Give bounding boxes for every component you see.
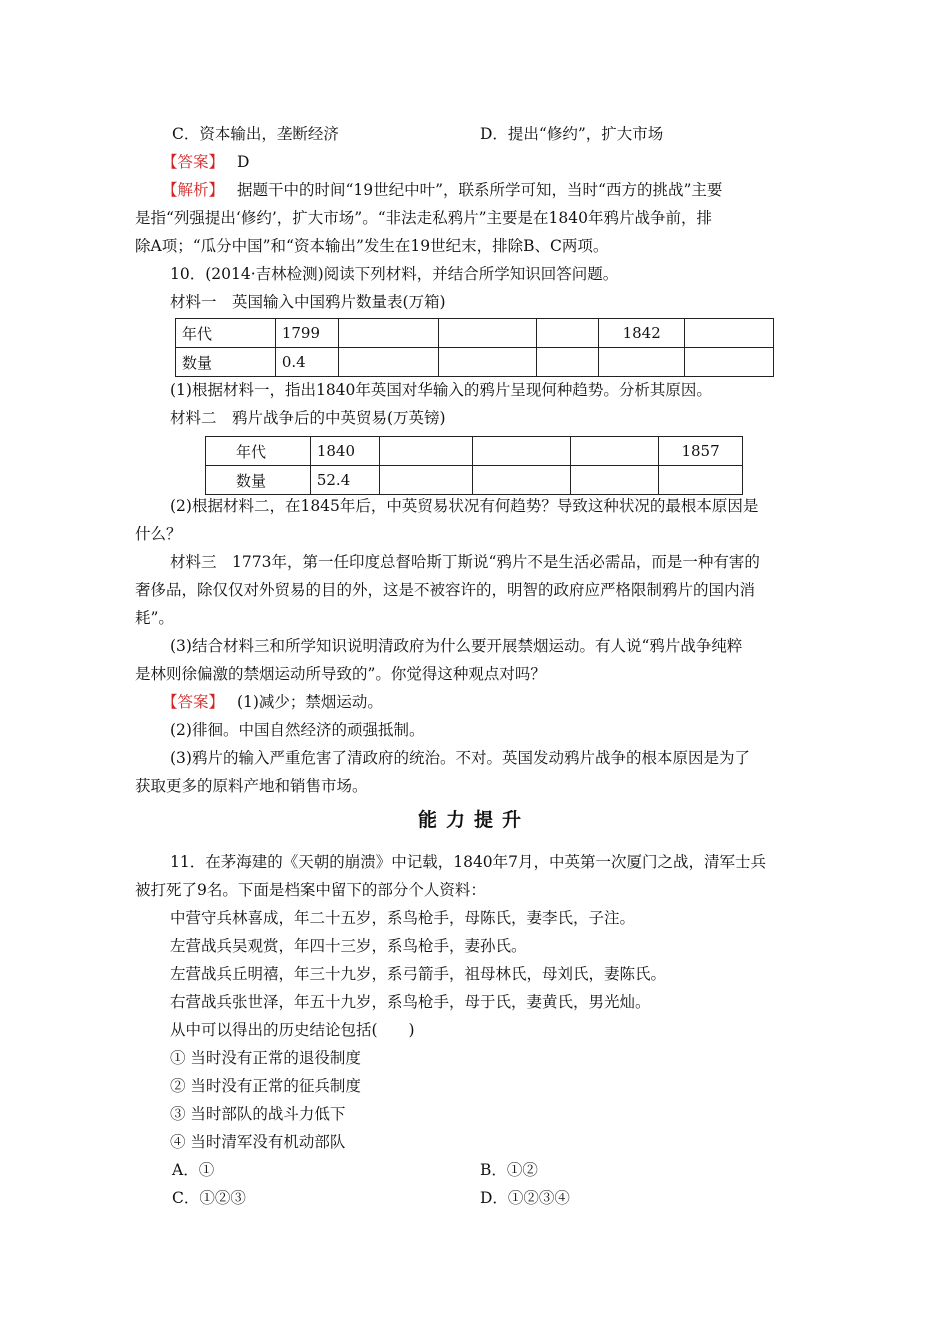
table-cell: 1857: [659, 437, 743, 466]
q11-item-3: ③ 当时部队的战斗力低下: [170, 1105, 346, 1123]
table-cell: [438, 319, 537, 348]
table-cell: 数量: [206, 466, 311, 495]
table-cell: 0.4: [275, 348, 338, 377]
q10-answer-line-1: [162, 692, 383, 712]
table-row: [176, 348, 774, 377]
q10-answer-line-3: (3)鸦片的输入严重危害了清政府的统治。不对。英国发动鸦片战争的根本原因是为了: [170, 749, 750, 767]
answer-tag: 【答案】: [162, 153, 225, 171]
q11-option-c: C．①②③: [172, 1189, 246, 1207]
answer-value: D: [236, 153, 250, 171]
table-cell: [472, 437, 571, 466]
table-row: [176, 319, 774, 348]
q9-option-c: C．资本输出，垄断经济: [172, 125, 339, 143]
q10-answer-line-2: (2)徘徊。中国自然经济的顽强抵制。: [170, 721, 425, 739]
table-cell: 1799: [275, 319, 338, 348]
table-cell: [659, 466, 743, 495]
q11-record-4: 右营战兵张世泽，年五十九岁，系鸟枪手，母于氏，妻黄氏，男光灿。: [170, 993, 651, 1011]
material-2-title: 材料二 鸦片战争后的中英贸易(万英镑): [170, 409, 446, 427]
section-title: 能力提升: [418, 809, 531, 831]
table-cell: [571, 437, 659, 466]
table-cell: 数量: [176, 348, 276, 377]
q11-item-1: ① 当时没有正常的退役制度: [170, 1049, 361, 1067]
q11-stem-line-1: 11．在茅海建的《天朝的崩溃》中记载，1840年7月，中英第一次厦门之战，清军士兵: [170, 853, 767, 871]
material-3-line-1: 材料三 1773年，第一任印度总督哈斯丁斯说“鸦片不是生活必需品，而是一种有害的: [170, 553, 760, 571]
q9-analysis-line-1: [162, 180, 722, 200]
material-1-title: 材料一 英国输入中国鸦片数量表(万箱): [170, 293, 446, 311]
table-cell: [338, 319, 438, 348]
q9-analysis-line-2: 是指“列强提出‘修约’，扩大市场”。“非法走私鸦片”主要是在1840年鸦片战争前，排: [135, 209, 712, 227]
q10-question-1: (1)根据材料一，指出1840年英国对华输入的鸦片呈现何种趋势。分析其原因。: [170, 381, 712, 399]
table-cell: [438, 348, 537, 377]
material-3-line-2: 奢侈品，除仅仅对外贸易的目的外，这是不被容许的，明智的政府应严格限制鸦片的国内消: [135, 581, 756, 599]
opium-import-table: [175, 318, 774, 377]
q11-option-a: A．①: [172, 1161, 215, 1179]
q10-question-3-line-2: 是林则徐偏激的禁烟运动所导致的”。你觉得这种观点对吗？: [135, 665, 546, 683]
q11-record-3: 左营战兵丘明禧，年三十九岁，系弓箭手，祖母林氏，母刘氏，妻陈氏。: [170, 965, 667, 983]
q10-question-2-line-1: (2)根据材料二，在1845年后，中英贸易状况有何趋势？导致这种状况的最根本原因是: [170, 497, 759, 515]
table-cell: [537, 319, 599, 348]
table-cell: [599, 348, 685, 377]
table-cell: [379, 466, 472, 495]
q10-question-3-line-1: (3)结合材料三和所学知识说明清政府为什么要开展禁烟运动。有人说“鸦片战争纯粹: [170, 637, 743, 655]
table-cell: [537, 348, 599, 377]
table-cell: [685, 319, 774, 348]
table-cell: 52.4: [310, 466, 379, 495]
analysis-tag: 【解析】: [162, 181, 225, 199]
table-row: [206, 466, 743, 495]
table-cell: [472, 466, 571, 495]
q9-answer: [162, 152, 249, 172]
table-cell: [379, 437, 472, 466]
q11-record-1: 中营守兵林喜成，年二十五岁，系鸟枪手，母陈氏，妻李氏，子注。: [170, 909, 636, 927]
table-cell: 年代: [176, 319, 276, 348]
q11-option-b: B．①②: [480, 1161, 538, 1179]
q11-question: 从中可以得出的历史结论包括( ): [170, 1021, 415, 1039]
answer-tag: 【答案】: [162, 693, 225, 711]
table-row: [206, 437, 743, 466]
q10-answer-line-4: 获取更多的原料产地和销售市场。: [135, 777, 368, 795]
analysis-text: 据题干中的时间“19世纪中叶”，联系所学可知，当时“西方的挑战”主要: [236, 181, 723, 199]
table-cell: [685, 348, 774, 377]
q11-record-2: 左营战兵吴观赏，年四十三岁，系鸟枪手，妻孙氏。: [170, 937, 527, 955]
table-cell: 年代: [206, 437, 311, 466]
table-cell: [338, 348, 438, 377]
q10-stem: 10．(2014·吉林检测)阅读下列材料，并结合所学知识回答问题。: [170, 265, 619, 283]
trade-table: [205, 436, 743, 495]
q11-stem-line-2: 被打死了9名。下面是档案中留下的部分个人资料：: [135, 881, 486, 899]
table-cell: 1842: [599, 319, 685, 348]
q11-item-4: ④ 当时清军没有机动部队: [170, 1133, 346, 1151]
q9-analysis-line-3: 除A项；“瓜分中国”和“资本输出”发生在19世纪末，排除B、C两项。: [135, 237, 609, 255]
material-3-line-3: 耗”。: [135, 609, 174, 627]
q11-option-d: D．①②③④: [480, 1189, 570, 1207]
table-cell: [571, 466, 659, 495]
q9-option-d: D．提出“修约”，扩大市场: [480, 125, 664, 143]
q11-item-2: ② 当时没有正常的征兵制度: [170, 1077, 361, 1095]
q10-question-2-line-2: 什么？: [135, 525, 182, 543]
answer-text: (1)减少；禁烟运动。: [236, 693, 383, 711]
table-cell: 1840: [310, 437, 379, 466]
